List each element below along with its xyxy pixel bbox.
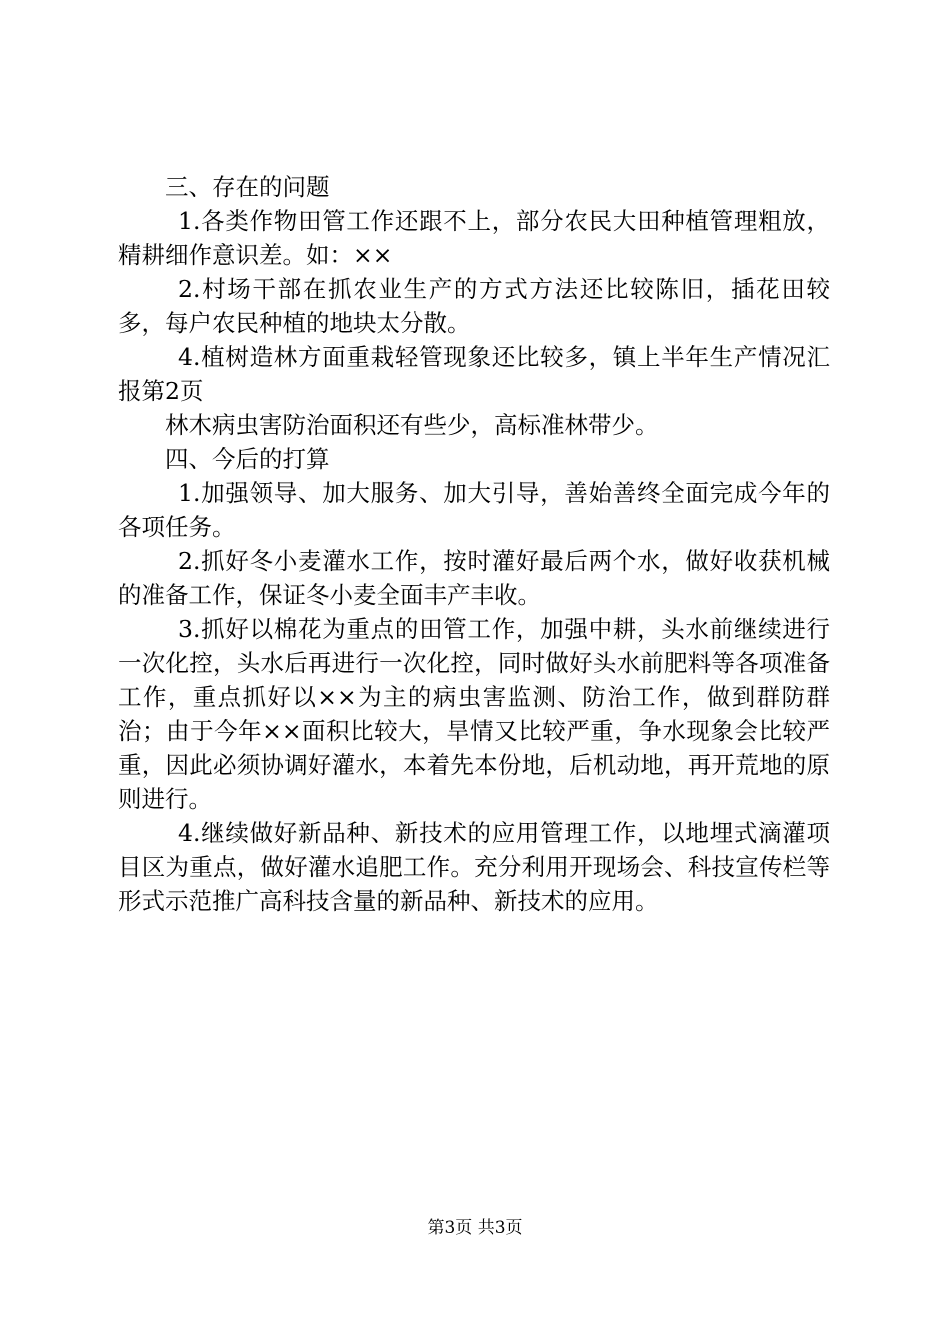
paragraph: 1.各类作物田管工作还跟不上，部分农民大田种植管理粗放，精耕细作意识差。如：××	[118, 207, 830, 269]
paragraph: 1.加强领导、加大服务、加大引导，善始善终全面完成今年的各项任务。	[118, 479, 830, 541]
paragraph: 林木病虫害防治面积还有些少，高标准林带少。	[165, 411, 659, 439]
document-body	[118, 170, 830, 918]
paragraph: 4.继续做好新品种、新技术的应用管理工作，以地埋式滴灌项目区为重点，做好灌水追肥工作。充分利用开现场会、科技宣传栏等形式示范推广高科技含量的新品种、新技术的应用。	[118, 819, 830, 915]
section-heading: 三、存在的问题	[165, 173, 330, 201]
paragraph: 3.抓好以棉花为重点的田管工作，加强中耕，头水前继续进行一次化控，头水后再进行一次化控，同时做好头水前肥料等各项准备工作，重点抓好以××为主的病虫害监测、防治工作，做到群防群治；由于今年××面积比较大，旱情又比较严重，争水现象会比较严重，因此必须协调好灌水，本着先本份地，后机动地，再开荒地的原则进行。	[118, 615, 830, 813]
paragraph: 4.植树造林方面重栽轻管现象还比较多，镇上半年生产情况汇报第2页	[118, 343, 830, 405]
paragraph: 2.村场干部在抓农业生产的方式方法还比较陈旧，插花田较多，每户农民种植的地块太分散。	[118, 275, 830, 337]
paragraph: 2.抓好冬小麦灌水工作，按时灌好最后两个水，做好收获机械的准备工作，保证冬小麦全面丰产丰收。	[118, 547, 830, 609]
section-heading: 四、今后的打算	[165, 445, 330, 473]
page-footer: 第3页 共3页	[427, 1218, 523, 1238]
